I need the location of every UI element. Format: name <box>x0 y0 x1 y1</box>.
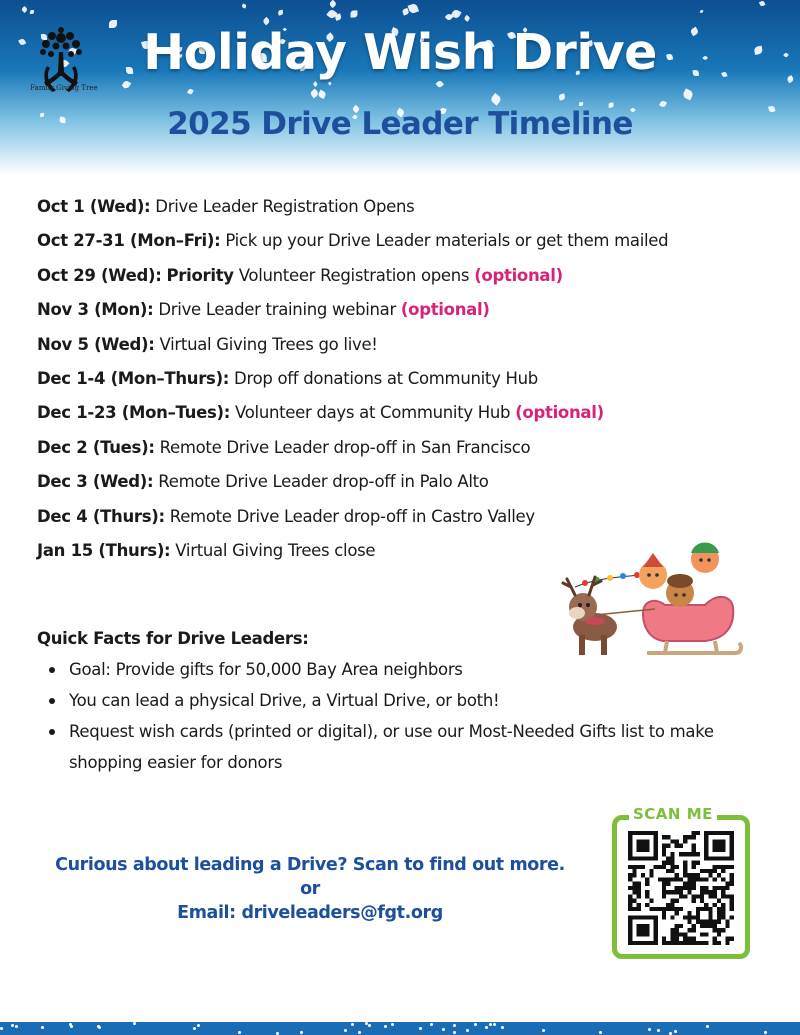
optional-tag: (optional) <box>515 403 604 423</box>
logo-text: Family Giving Tree <box>30 84 98 92</box>
timeline-item <box>37 396 777 430</box>
bullet-icon <box>49 698 55 704</box>
timeline-item <box>37 431 777 465</box>
timeline-item <box>37 259 777 293</box>
snowflake-icon <box>760 0 766 6</box>
timeline-date: Jan 15 (Thurs): <box>37 540 171 560</box>
timeline-description: Virtual Giving Trees close <box>170 540 376 560</box>
snowflake-icon <box>764 1031 767 1034</box>
snowflake-icon <box>466 1029 469 1032</box>
snowflake-icon <box>391 1023 394 1026</box>
timeline-date: Dec 2 (Tues): <box>37 437 155 457</box>
cta-line: Curious about leading a Drive? Scan to find out more. <box>55 855 565 875</box>
snowflake-icon <box>706 1025 709 1028</box>
snowflake-icon <box>197 1024 200 1027</box>
snowflake-icon <box>674 1030 677 1033</box>
snowflake-icon <box>121 80 130 89</box>
timeline-description: Remote Drive Leader drop-off in San Francisco <box>154 437 531 457</box>
snowflake-icon <box>419 1027 422 1030</box>
snowflake-icon <box>15 1025 18 1028</box>
timeline-item <box>37 224 777 258</box>
snowflake-icon <box>318 90 327 99</box>
snowflake-icon <box>402 9 409 16</box>
timeline-date: Dec 4 (Thurs): <box>37 506 165 526</box>
bullet-icon <box>49 729 55 735</box>
snowflake-icon <box>493 1023 496 1026</box>
snowflake-icon <box>30 10 34 14</box>
timeline-date: Dec 3 (Wed): <box>37 472 154 492</box>
snowflake-icon <box>464 15 471 22</box>
snowflake-icon <box>328 0 336 8</box>
snowflake-icon <box>453 1024 456 1027</box>
snowflake-icon <box>430 1023 433 1026</box>
priority-label: Priority <box>166 265 234 285</box>
snowflake-icon <box>11 1024 14 1027</box>
fact-text: Request wish cards (printed or digital), or use our Most-Needed Gifts list to make shopping easier for donors <box>69 722 714 772</box>
snowflake-icon <box>683 88 694 99</box>
timeline-date: Nov 3 (Mon): <box>37 300 154 320</box>
header-banner <box>0 0 800 175</box>
timeline-item <box>37 500 777 534</box>
snowflake-icon <box>558 94 565 101</box>
timeline-item <box>37 465 777 499</box>
timeline-description: Drive Leader Registration Opens <box>150 197 415 216</box>
quick-facts-section <box>37 624 757 778</box>
timeline-list <box>37 190 777 568</box>
timeline-description: Drive Leader training webinar <box>153 300 401 320</box>
timeline-date: Dec 1-4 (Mon–Thurs): <box>37 368 230 388</box>
snowflake-icon <box>501 1026 504 1029</box>
snowflake-icon <box>312 81 318 87</box>
timeline-description: Volunteer Registration opens <box>233 265 475 285</box>
snowflake-icon <box>0 1027 3 1030</box>
footer-band <box>0 1022 800 1035</box>
timeline-description: Drop off donations at Community Hub <box>229 368 538 388</box>
timeline-item <box>37 328 777 362</box>
timeline-item <box>37 293 777 327</box>
fact-text: Goal: Provide gifts for 50,000 Bay Area neighbors <box>69 660 463 679</box>
page-title: Holiday Wish Drive <box>143 24 657 81</box>
call-to-action <box>20 853 600 925</box>
list-item <box>37 685 757 716</box>
snowflake-icon <box>300 1031 303 1034</box>
timeline-description: Virtual Giving Trees go live! <box>154 334 378 354</box>
snowflake-icon <box>351 1023 354 1026</box>
timeline-item <box>37 190 777 224</box>
snowflake-icon <box>241 3 246 8</box>
snowflake-icon <box>657 1029 660 1032</box>
snowflake-icon <box>187 88 193 94</box>
timeline-date: Oct 27-31 (Mon–Fri): <box>37 231 221 251</box>
timeline-date: Nov 5 (Wed): <box>37 334 155 354</box>
timeline-description: Remote Drive Leader drop-off in Castro Valley <box>164 506 535 526</box>
snowflake-icon <box>344 1029 347 1032</box>
quick-facts-title: Quick Facts for Drive Leaders: <box>37 629 309 648</box>
snowflake-icon <box>450 9 461 20</box>
snowflake-icon <box>408 3 419 14</box>
snowflake-icon <box>491 93 503 105</box>
snowflake-icon <box>542 1029 545 1032</box>
snowflake-icon <box>351 11 358 18</box>
optional-tag: (optional) <box>474 265 563 285</box>
page-subtitle: 2025 Drive Leader Timeline <box>167 106 633 142</box>
snowflake-icon <box>238 1031 241 1034</box>
snowflake-icon <box>41 1026 44 1029</box>
fact-text: You can lead a physical Drive, a Virtual Drive, or both! <box>69 691 500 710</box>
quick-facts-list <box>37 654 757 778</box>
snowflake-icon <box>278 9 284 15</box>
snowflake-icon <box>193 1027 196 1030</box>
snowflake-icon <box>489 1023 492 1026</box>
timeline-description: Pick up your Drive Leader materials or get them mailed <box>220 231 669 251</box>
optional-tag: (optional) <box>400 300 490 320</box>
qr-code-frame[interactable] <box>612 805 750 959</box>
bullet-icon <box>49 667 55 673</box>
timeline-description: Volunteer days at Community Hub <box>230 403 516 423</box>
snowflake-icon <box>358 1031 361 1034</box>
snowflake-icon <box>327 81 331 85</box>
snowflake-icon <box>384 1025 387 1028</box>
snowflake-icon <box>474 1023 477 1026</box>
timeline-date: Oct 1 (Wed): <box>37 197 151 216</box>
snowflake-icon <box>368 1024 371 1027</box>
snowflake-icon <box>365 1022 368 1025</box>
qr-code-icon[interactable] <box>628 831 734 945</box>
snowflake-icon <box>669 1032 672 1035</box>
snowflake-icon <box>453 1031 456 1034</box>
timeline-date: Dec 1-23 (Mon–Tues): <box>37 403 231 423</box>
snowflake-icon <box>599 1031 602 1034</box>
snowflake-icon <box>700 10 704 14</box>
cta-or: or <box>300 879 320 899</box>
cta-email[interactable]: Email: driveleaders@fgt.org <box>177 903 443 923</box>
list-item <box>37 654 757 685</box>
snowflake-icon <box>648 1028 651 1031</box>
snowflake-icon <box>310 89 320 99</box>
timeline-date: Oct 29 (Wed): <box>37 265 162 285</box>
snowflake-icon <box>70 1025 73 1028</box>
scan-me-label: SCAN ME <box>629 805 717 823</box>
list-item <box>37 716 757 778</box>
snowflake-icon <box>276 1032 279 1035</box>
timeline-description: Remote Drive Leader drop-off in Palo Alto <box>153 472 489 492</box>
snowflake-icon <box>133 1022 136 1025</box>
snowflake-icon <box>21 6 28 13</box>
snowflake-icon <box>442 1028 445 1031</box>
timeline-item <box>37 362 777 396</box>
snowflake-icon <box>485 1026 488 1029</box>
